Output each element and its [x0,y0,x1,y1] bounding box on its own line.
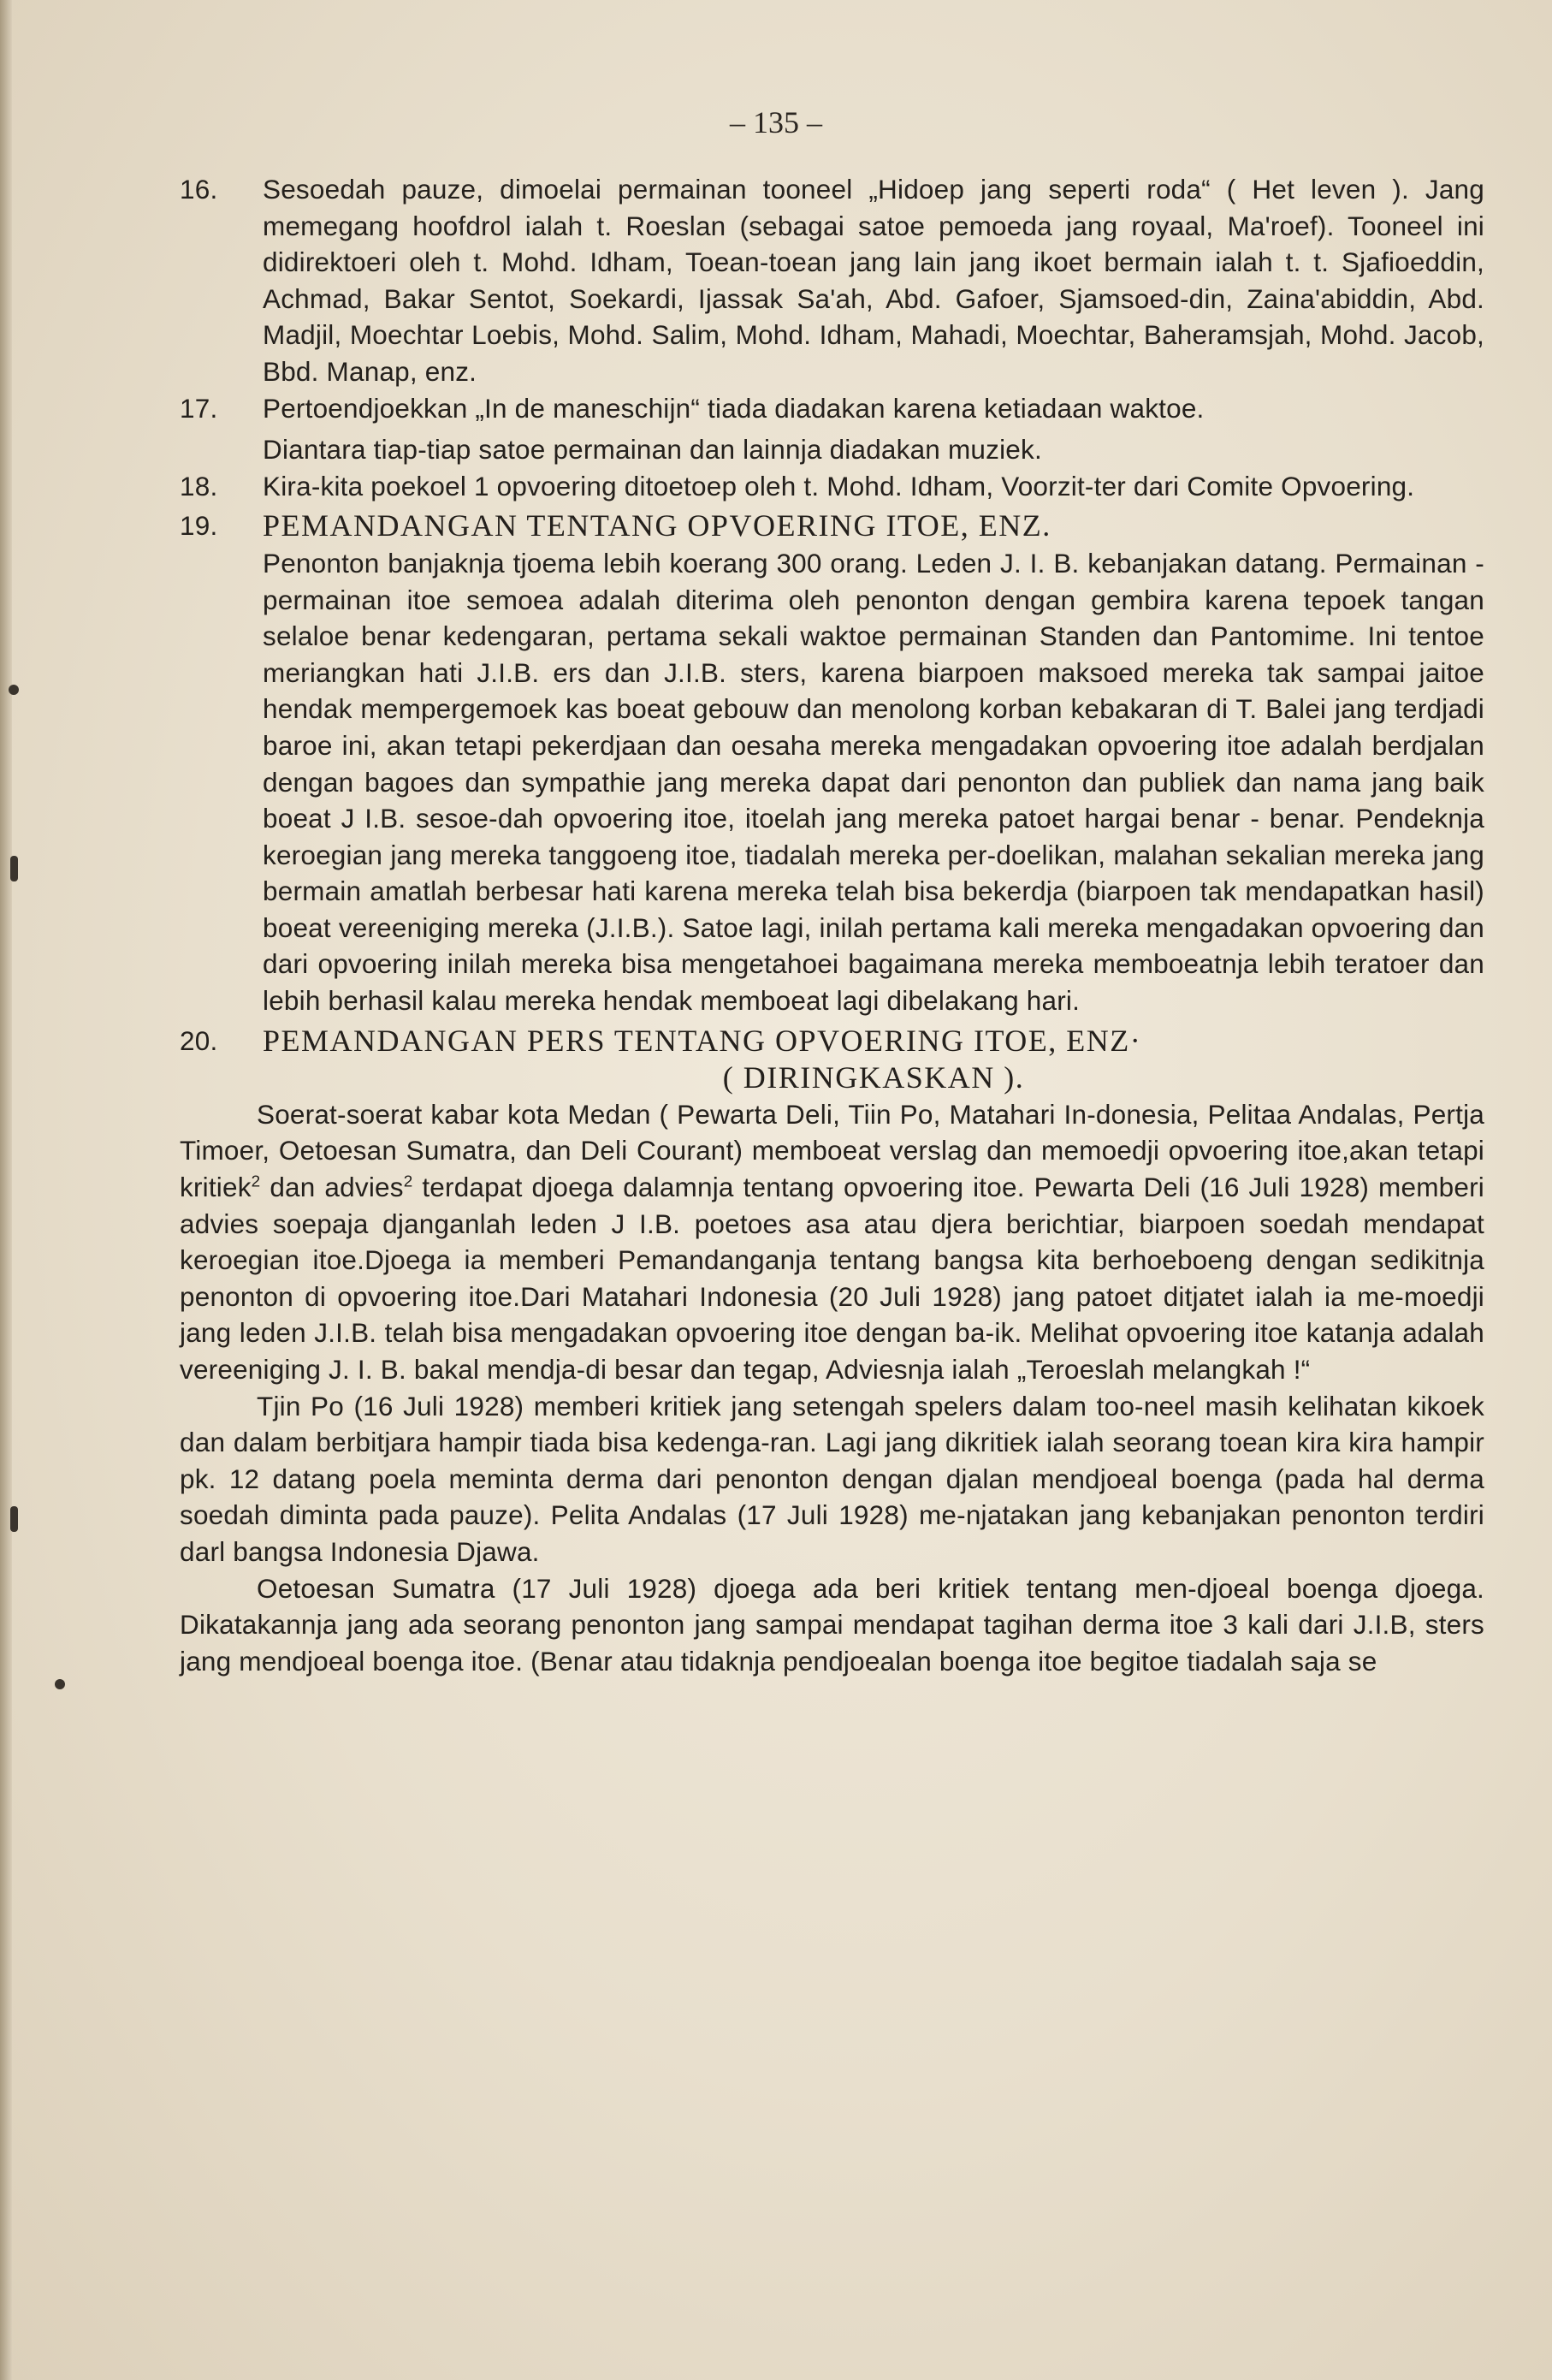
item-number: 19. [180,510,218,542]
press-paragraph-3: Oetoesan Sumatra (17 Juli 1928) djoega ada beri kritiek tentang men-djoeal boenga djoega. Dikatakannja jang ada seorang penonton jang sampai mendapat tagihan derma itoe 3 kali dari J.I.B, sters jang mendjoeal boenga itoe. (Benar atau tidaknja pendjoealan boenga itoe begitoe tiadalah saja se [180,1572,1484,1677]
between-note: Diantara tiap-tiap satoe permainan dan lainnja diadakan muziek. [263,434,1042,466]
item-text: Pertoendjoekkan „In de maneschijn“ tiada diadakan karena ketiadaan waktoe. [263,392,1205,424]
item-20 [180,1023,1484,1096]
footnote-mark: 2 [403,1172,413,1191]
binding-hole-mark [55,1679,65,1689]
section-heading: PEMANDANGAN PERS TENTANG OPVOERING ITOE, ENZ· [263,1023,1142,1058]
paragraph-text: dan advies [260,1172,404,1203]
binding-hole-mark [10,1506,18,1532]
item-19 [180,507,1484,1018]
item-16 [180,171,1484,390]
item-17 [180,390,1484,427]
section-heading: PEMANDANGAN TENTANG OPVOERING ITOE, ENZ. [263,508,1051,543]
item-number: 20. [180,1024,218,1056]
press-paragraph-2: Tjin Po (16 Juli 1928) memberi kritiek jang setengah spelers dalam too-neel masih kelihatan kikoek dan dalam berbitjara hampir tiada bisa kedenga-ran. Lagi jang dikritiek ialah seorang toean kira kira hampir pk. 12 datang poela meminta derma dari penonton dengan djalan mendjoeal boenga (pada hal derma soedah diminta pada pauze). Pelita Andalas (17 Juli 1928) me-njatakan jang kebanjakan penonton terdiri darl bangsa Indonesia Djawa. [180,1390,1484,1567]
section-subheading: ( DIRINGKASKAN ). [722,1060,1025,1095]
press-paragraph-1 [180,1096,1484,1388]
binding-hole-mark [9,685,19,695]
item-text: Sesoedah pauze, dimoelai permainan tooneel „Hidoep jang seperti roda“ ( Het leven ). Jang memegang hoofdrol ialah t. Roeslan (sebagai satoe pemoeda jang royaal, Ma'roef). Tooneel ini didirektoeri oleh t. Mohd. Idham, Toean-toean jang lain jang ikoet bermain ialah t. t. Sjafioeddin, Achmad, Bakar Sentot, Soekardi, Ijassak Sa'ah, Abd. Gafoer, Sjamsoed-din, Zaina'abiddin, Abd. Madjil, Moechtar Loebis, Mohd. Salim, Mohd. Idham, Mahadi, Moechtar, Baheramsjah, Mohd. Jacob, Bbd. Manap, enz. [263,174,1484,387]
item-number: 17. [180,392,218,424]
page-number: – 135 – [730,105,822,139]
item-text: Kira-kita poekoel 1 opvoering ditoetoep oleh t. Mohd. Idham, Voorzit-ter dari Comite Opvoering. [263,470,1415,502]
item-number: 18. [180,470,218,502]
paragraph-text: terdapat djoega dalamnja tentang opvoering itoe. Pewarta Deli (16 Juli 1928) memberi advies soepaja djanganlah leden J I.B. poetoes asa atau djera berichtiar, biarpoen soedah mendapat keroegian itoe.Djoega ia memberi Pemandanganja tentang bangsa kita berhoeboeng dengan sedikitnja penonton di opvoering itoe.Dari Matahari Indonesia (20 Juli 1928) jang patoet ditjatet ialah ia me-moedji jang leden J.I.B. telah bisa mengadakan opvoering itoe dengan ba-ik. Melihat opvoering itoe katanja adalah vereeniging J. I. B. bakal mendja-di besar dan tegap, Adviesnja ialah „Teroeslah melangkah !“ [180,1172,1484,1385]
page-edge-shadow [0,0,12,2380]
item-18 [180,468,1484,505]
item-text: Penonton banjaknja tjoema lebih koerang 300 orang. Leden J. I. B. kebanjakan datang. Permainan - permainan itoe semoea adalah diterima oleh penonton dengan gembira karena tepoek tangan selaloe benar kedengaran, pertama sekali waktoe permainan Standen dan Pantomime. Ini tentoe meriangkan hati J.I.B. ers dan J.I.B. sters, karena biarpoen maksoed mereka tak sampai jaitoe hendak mempergemoek kas boeat gebouw dan menolong korban kebakaran di T. Balei jang terdjadi baroe ini, akan tetapi pekerdjaan dan oesaha mereka mengadakan opvoering itoe adalah berdjalan dengan bagoes dan sympathie jang mereka dapat dari penonton dan publiek dan nama jang baik boeat J I.B. sesoe-dah opvoering itoe, itoelah jang mereka patoet hargai benar - benar. Pendeknja keroegian jang mereka tanggoeng itoe, tiadalah mereka per-doelikan, malahan sekalian mereka jang bermain amatlah berbesar hati karena mereka telah bisa bekerdja (biarpoen tak mendapatkan hasil) boeat vereeniging mereka (J.I.B.). Satoe lagi, inilah pertama kali mereka mengadakan opvoering dan dari opvoering inilah mereka bisa mengetahoei bagaimana mereka memboeatnja lebih teratoer dan lebih berhasil kalau mereka hendak memboeat lagi dibelakang hari. [263,547,1484,1017]
item-number: 16. [180,174,218,205]
footnote-mark: 2 [251,1172,261,1191]
document-body [180,171,1484,1679]
binding-hole-mark [10,856,18,881]
paragraph-text: Soerat-soerat kabar kota Medan ( Pewarta Deli, Tiin Po, Matahari In-donesia, Pelitaa Andalas, Pertja Timoer, Oetoesan Sumatra, dan Deli Courant) memboeat verslag dan memoedji opvoering itoe,akan tetapi kritiek [180,1098,1484,1203]
